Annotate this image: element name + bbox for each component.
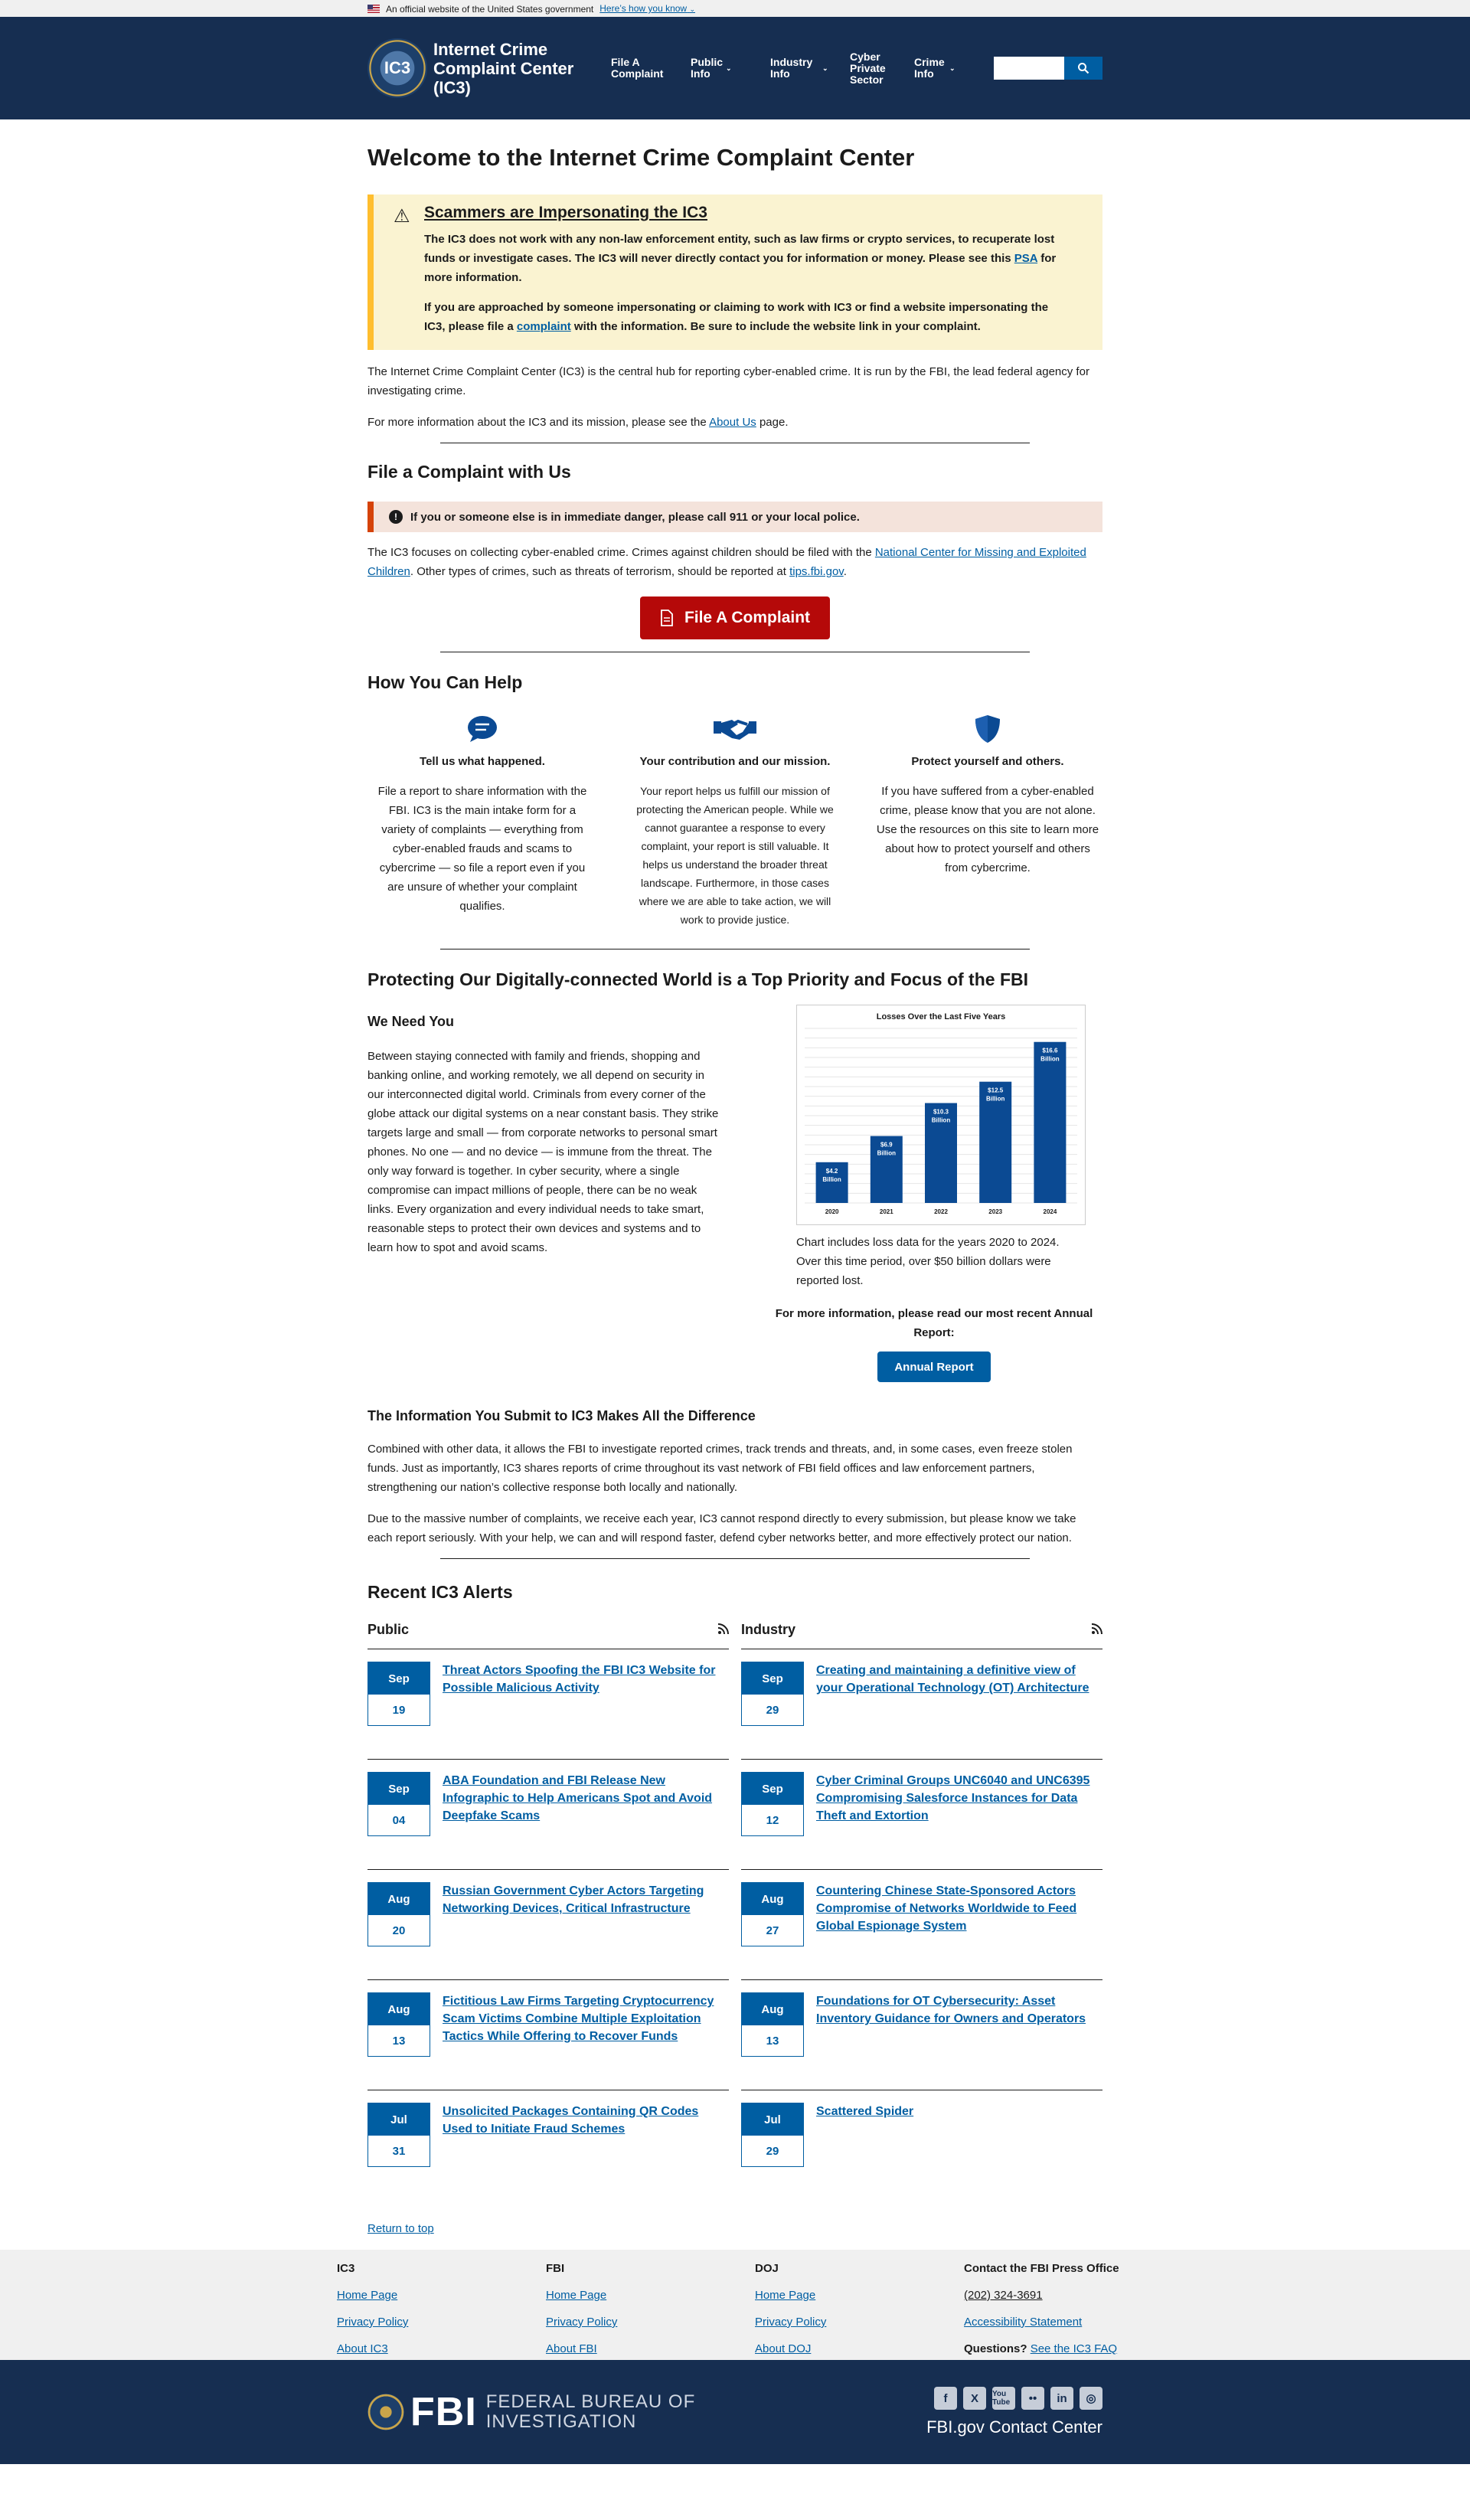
help-col-contribution	[620, 714, 850, 929]
alert-month: Jul	[368, 2103, 430, 2136]
chart-tick-label: 2024	[1043, 1208, 1057, 1215]
heres-how-you-know-link[interactable]: Here’s how you know ⌄	[599, 3, 695, 14]
info-text-1: Combined with other data, it allows the FBI to investigate reported crimes, track trends and threats, and, in some cases, even freeze stolen funds. Just as importantly, IC3 shares reports of crime throughout its vast network of FBI field offices and law enforcement partners, strengthening our nation’s collective response both locally and nationally.	[368, 1443, 1073, 1494]
instagram-icon[interactable]: ◎	[1080, 2387, 1102, 2410]
help-col-title: Tell us what happened.	[420, 755, 545, 768]
annual-report-text: For more information, please read our most recent Annual Report:	[775, 1307, 1093, 1339]
fbi-seal-icon	[368, 2394, 404, 2430]
footer-link[interactable]: Privacy Policy	[546, 2316, 618, 2329]
alert-item	[368, 1649, 729, 1760]
alert-day: 04	[392, 1813, 406, 1827]
alert-date-badge	[741, 1992, 804, 2057]
chart-tick-label: 2021	[879, 1208, 893, 1215]
search-input[interactable]	[994, 57, 1064, 80]
alerts-columns	[368, 1622, 1102, 2201]
rss-icon[interactable]	[718, 1623, 729, 1636]
footer-link[interactable]: Privacy Policy	[755, 2316, 827, 2329]
ic3-seal-icon[interactable]: IC3	[368, 38, 427, 98]
handshake-icon	[714, 717, 756, 741]
chart-data-label: $6.9	[880, 1141, 893, 1149]
alert-day: 29	[766, 2144, 779, 2158]
footer-link[interactable]: Privacy Policy	[337, 2316, 409, 2329]
return-to-top-link[interactable]: Return to top	[368, 2222, 434, 2235]
facebook-icon[interactable]: f	[934, 2387, 957, 2410]
alert-link[interactable]: Countering Chinese State-Sponsored Actors Compromise of Networks Worldwide to Feed Global Espionage System	[816, 1884, 1077, 1933]
footer-col-contact	[964, 2262, 1133, 2369]
speech-bubble-icon	[467, 715, 498, 743]
alert-date-badge	[368, 2103, 430, 2167]
losses-chart	[796, 1005, 1086, 1225]
site-header	[0, 17, 1470, 119]
we-need-you-section	[368, 1014, 1102, 1382]
page-title: Welcome to the Internet Crime Complaint Center	[368, 144, 915, 171]
help-col-text: If you have suffered from a cyber-enabled crime, please know that you are not alone. Use the resources on this site to learn more about how to protect yourself and others from cybercrime.	[876, 785, 1099, 874]
info-text-2: Due to the massive number of complaints, we receive each year, IC3 cannot respond directly to every submission, but please know we take each report seriously. With your help, we can and will respond faster, defend cyber networks better, and more effectively protect our nation.	[368, 1512, 1076, 1544]
alert-date-badge	[741, 1882, 804, 1946]
alert-link[interactable]: Unsolicited Packages Containing QR Codes Used to Initiate Fraud Schemes	[443, 2105, 699, 2136]
file-complaint-heading: File a Complaint with Us	[368, 462, 571, 482]
alert-date-badge	[741, 2103, 804, 2167]
footer-col-title: Contact the FBI Press Office	[964, 2262, 1119, 2275]
nav-industry-info[interactable]: Industry Info ⌄	[770, 56, 828, 80]
linkedin-icon[interactable]: in	[1050, 2387, 1073, 2410]
alerts-heading: Recent IC3 Alerts	[368, 1582, 513, 1602]
alert-day: 19	[392, 1703, 406, 1717]
alert-link[interactable]: Scattered Spider	[816, 2105, 914, 2118]
help-col-protect	[873, 714, 1102, 929]
chart-tick-label: 2020	[825, 1208, 839, 1215]
exclamation-icon: !	[389, 510, 403, 524]
warning-heading: Scammers are Impersonating the IC3	[424, 204, 707, 221]
footer-link[interactable]: Home Page	[337, 2289, 398, 2302]
about-us-link[interactable]: About Us	[709, 416, 756, 429]
search-button[interactable]	[1064, 57, 1102, 80]
alert-day: 31	[392, 2144, 406, 2158]
faq-link[interactable]: See the IC3 FAQ	[1030, 2342, 1118, 2355]
flickr-icon[interactable]: ••	[1021, 2387, 1044, 2410]
alert-date-badge	[368, 1772, 430, 1836]
info-heading: The Information You Submit to IC3 Makes All the Difference	[368, 1408, 756, 1423]
nav-crime-info[interactable]: Crime Info ⌄	[914, 56, 956, 80]
social-links	[934, 2387, 1102, 2410]
chart-data-label: Billion	[931, 1116, 951, 1124]
alert-date-badge	[368, 1662, 430, 1726]
alert-item	[368, 1980, 729, 2090]
alert-month: Aug	[742, 1993, 803, 2025]
alert-month: Sep	[368, 1773, 430, 1805]
alert-link[interactable]: Threat Actors Spoofing the FBI IC3 Website for Possible Malicious Activity	[443, 1664, 716, 1695]
ncmec-link[interactable]: National Center for Missing and Exploited Children	[368, 546, 1086, 578]
fbi-full-name: FEDERAL BUREAU OF INVESTIGATION	[485, 2391, 696, 2432]
tips-fbi-link[interactable]: tips.fbi.gov	[789, 565, 844, 578]
alert-month: Sep	[742, 1662, 803, 1695]
alert-month: Aug	[742, 1883, 803, 1915]
chart-title: Losses Over the Last Five Years	[876, 1012, 1006, 1021]
main-nav	[611, 51, 994, 86]
alert-item	[368, 1760, 729, 1870]
alert-item	[741, 1980, 1102, 2090]
footer-col-title: FBI	[546, 2262, 565, 2275]
alert-day: 13	[392, 2034, 406, 2048]
impersonation-warning	[368, 194, 1102, 350]
alert-month: Sep	[368, 1662, 430, 1695]
youtube-icon[interactable]: You Tube	[992, 2387, 1015, 2410]
alert-date-badge	[368, 1882, 430, 1946]
chart-data-label: $16.6	[1042, 1047, 1058, 1054]
chart-tick-label: 2023	[988, 1208, 1003, 1215]
footer-link[interactable]: About IC3	[337, 2342, 388, 2355]
public-alerts	[368, 1622, 729, 2201]
chart-bar-2024	[1034, 1042, 1066, 1203]
accessibility-link[interactable]: Accessibility Statement	[964, 2316, 1083, 2329]
about-text: For more information about the IC3 and its mission, please see the About Us page.	[368, 416, 789, 429]
industry-alerts	[741, 1622, 1102, 2201]
fbi-wordmark: FBI	[410, 2390, 477, 2434]
alert-link[interactable]: Foundations for OT Cybersecurity: Asset Inventory Guidance for Owners and Operators	[816, 1995, 1086, 2025]
site-footer	[0, 2250, 1470, 2464]
chart-data-label: $10.3	[933, 1108, 949, 1116]
help-col-title: Protect yourself and others.	[911, 755, 1064, 768]
site-logo-text[interactable]: Internet Crime Complaint Center (IC3)	[433, 39, 574, 97]
alert-day: 20	[392, 1924, 406, 1937]
footer-col-title: IC3	[337, 2262, 355, 2275]
public-alerts-heading: Public	[368, 1622, 410, 1637]
alert-item	[741, 1760, 1102, 1870]
alert-link[interactable]: ABA Foundation and FBI Release New Infographic to Help Americans Spot and Avoid Deepfake Scams	[443, 1774, 713, 1822]
gov-banner-text: An official website of the United States government	[386, 3, 594, 15]
footer-col-title: DOJ	[755, 2262, 779, 2275]
chevron-down-icon: ⌄	[949, 64, 956, 72]
help-col-text: File a report to share information with the FBI. IC3 is the main intake form for a variety of complaints — everything from cyber-enabled frauds and scams to cybercrime — so file a report even if you are unsure of whether your complaint qualifies.	[377, 785, 587, 913]
footer-link[interactable]: About DOJ	[755, 2342, 812, 2355]
chevron-down-icon: ⌄	[822, 64, 828, 72]
file-complaint-button[interactable]: File A Complaint	[640, 596, 830, 639]
help-heading: How You Can Help	[368, 672, 523, 692]
chevron-down-icon: ⌄	[726, 64, 732, 72]
alert-date-badge	[741, 1772, 804, 1836]
alert-day: 29	[766, 1703, 779, 1717]
help-col-title: Your contribution and our mission.	[639, 755, 831, 768]
press-phone-link[interactable]: (202) 324-3691	[964, 2289, 1043, 2302]
chart-data-label: Billion	[1040, 1055, 1060, 1063]
rss-icon[interactable]	[1092, 1623, 1102, 1636]
help-columns	[368, 714, 1102, 929]
industry-alerts-heading: Industry	[741, 1622, 796, 1637]
faq-line: Questions? See the IC3 FAQ	[964, 2342, 1118, 2355]
we-need-you-text: Between staying connected with family and friends, shopping and banking online, and working remotely, we all depend on security in our interconnected digital world. Criminals from every corner of the globe attack our digital systems on a near constant basis. They strike targets large and small — from corporate networks to personal smart phones. No one — and no device — is immune from the threat. The only way forward is together. In cyber security, where a single compromise can impact millions of people, there can be no weak links. Every organization and every individual needs to take smart, reasonable steps to protect their own devices and systems and to learn how to spot and avoid scams.	[368, 1050, 719, 1254]
alert-item	[368, 1870, 729, 1980]
alert-link[interactable]: Cyber Criminal Groups UNC6040 and UNC6395 Compromising Salesforce Instances for Data Theft and Extortion	[816, 1774, 1090, 1822]
main-content	[368, 119, 1102, 2236]
alert-item	[741, 2090, 1102, 2201]
chart-tick-label: 2022	[934, 1208, 948, 1215]
help-col-tell-us	[368, 714, 597, 929]
psa-link[interactable]: PSA	[1014, 252, 1038, 265]
chart-data-label: Billion	[822, 1175, 841, 1183]
complaint-link[interactable]: complaint	[516, 320, 571, 333]
footer-col-doj	[755, 2262, 964, 2369]
warning-text-1: The IC3 does not work with any non-law enforcement entity, such as law firms or crypto services, to recuperate lost funds or investigate cases. The IC3 will never directly contact you for information or money. Please see this PSA for more information.	[424, 233, 1057, 284]
nav-cyber-private-sector[interactable]: Cyber Private Sector	[850, 50, 886, 86]
chart-data-label: $12.5	[988, 1087, 1004, 1094]
alert-item	[741, 1870, 1102, 1980]
alert-link[interactable]: Fictitious Law Firms Targeting Cryptocurrency Scam Victims Combine Multiple Exploitation Tactics While Offering to Recover Funds	[443, 1995, 714, 2043]
alert-month: Sep	[742, 1773, 803, 1805]
priority-heading: Protecting Our Digitally-connected World is a Top Priority and Focus of the FBI	[368, 969, 1028, 989]
shield-icon	[975, 714, 1001, 744]
alert-link[interactable]: Russian Government Cyber Actors Targeting Networking Devices, Critical Infrastructure	[443, 1884, 704, 1915]
nav-file-a-complaint[interactable]: File A Complaint	[611, 56, 664, 80]
chart-data-label: Billion	[985, 1095, 1005, 1103]
alert-date-badge	[741, 1662, 804, 1726]
divider	[440, 1558, 1030, 1559]
gov-banner	[0, 0, 1470, 17]
search-form	[994, 57, 1102, 80]
alert-day: 13	[766, 2034, 779, 2048]
alert-link[interactable]: Creating and maintaining a definitive view of your Operational Technology (OT) Architecture	[816, 1664, 1089, 1695]
alert-day: 27	[766, 1924, 779, 1937]
chart-caption: Chart includes loss data for the years 2020 to 2024. Over this time period, over $50 billion dollars were reported lost.	[796, 1236, 1060, 1287]
warning-text-2: If you are approached by someone impersonating or claiming to work with IC3 or find a website impersonating the IC3, please file a complaint with the information. Be sure to include the website link in your complaint.	[424, 301, 1049, 333]
intro-text: The Internet Crime Complaint Center (IC3) is the central hub for reporting cyber-enabled crime. It is run by the FBI, the lead federal agency for investigating crime.	[368, 365, 1089, 397]
focus-text: The IC3 focuses on collecting cyber-enabled crime. Crimes against children should be filed with the National Center for Missing and Exploited Children. Other types of crimes, such as threats of terrorism, should be reported at tips.fbi.gov.	[368, 546, 1086, 578]
fbi-logo[interactable]	[368, 2389, 695, 2435]
x-icon[interactable]: X	[963, 2387, 986, 2410]
footer-col-fbi	[546, 2262, 755, 2369]
emergency-notice: ! If you or someone else is in immediate danger, please call 911 or your local police.	[368, 502, 1102, 532]
alert-date-badge	[368, 1992, 430, 2057]
nav-public-info[interactable]: Public Info ⌄	[691, 56, 732, 80]
we-need-you-heading: We Need You	[368, 1014, 455, 1029]
fbi-contact-center-link[interactable]: FBI.gov Contact Center	[926, 2417, 1102, 2437]
annual-report-button[interactable]: Annual Report	[877, 1352, 991, 1382]
help-col-text: Your report helps us fulfill our mission of protecting the American people. While we cannot guarantee a response to every complaint, your report is still valuable. It helps us understand the broader threat landscape. Furthermore, in those cases where we are able to take action, we will work to provide justice.	[636, 785, 834, 926]
alert-item	[741, 1649, 1102, 1760]
alert-month: Aug	[368, 1993, 430, 2025]
chart-data-label: $4.2	[825, 1167, 838, 1175]
document-icon	[660, 610, 674, 626]
chart-data-label: Billion	[877, 1149, 897, 1157]
footer-col-ic3	[337, 2262, 546, 2369]
footer-link[interactable]: About FBI	[546, 2342, 597, 2355]
alert-day: 12	[766, 1813, 779, 1827]
alert-month: Aug	[368, 1883, 430, 1915]
footer-link[interactable]: Home Page	[546, 2289, 607, 2302]
alert-month: Jul	[742, 2103, 803, 2136]
search-icon	[1077, 62, 1089, 74]
footer-link[interactable]: Home Page	[755, 2289, 816, 2302]
alert-item	[368, 2090, 729, 2201]
losses-chart-svg	[797, 1005, 1085, 1224]
us-flag-icon	[368, 5, 380, 13]
warning-triangle-icon: ⚠	[394, 206, 410, 227]
